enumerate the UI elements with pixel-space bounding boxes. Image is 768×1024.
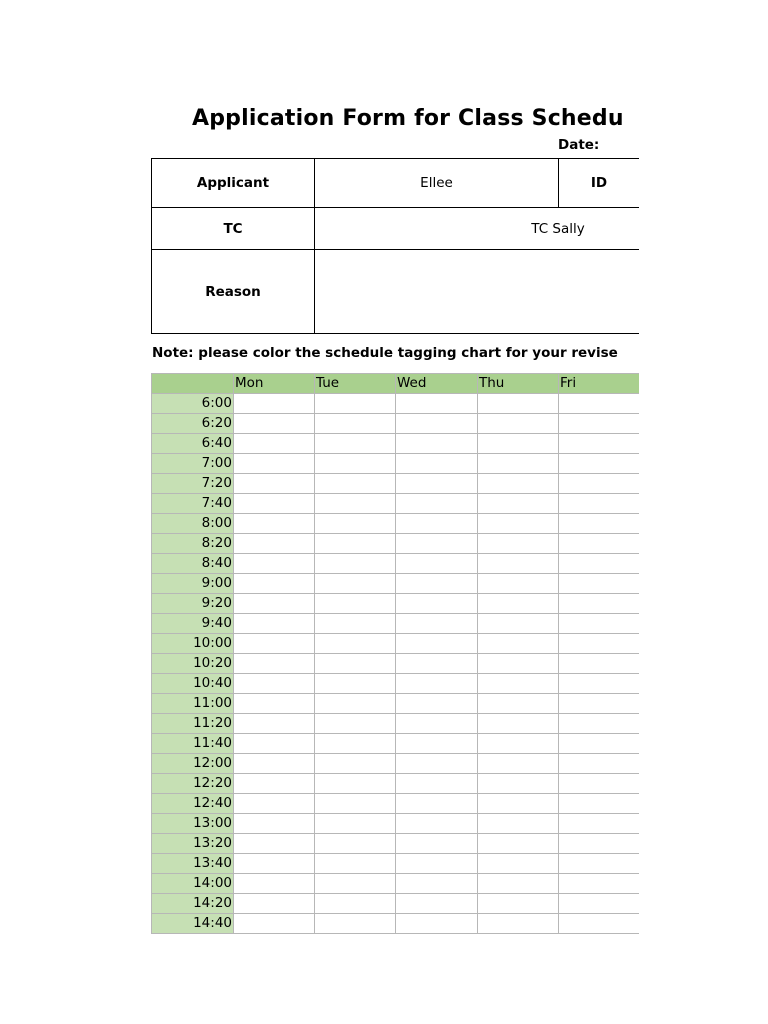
schedule-slot-tue[interactable]: [315, 434, 396, 454]
time-label: 13:40: [152, 854, 234, 874]
time-label: 14:40: [152, 914, 234, 934]
schedule-slot-tue[interactable]: [315, 874, 396, 894]
schedule-slot-wed[interactable]: [396, 734, 478, 754]
schedule-slot-mon[interactable]: [234, 474, 315, 494]
schedule-slot-mon[interactable]: [234, 674, 315, 694]
schedule-slot-tue[interactable]: [315, 714, 396, 734]
schedule-slot-wed[interactable]: [396, 714, 478, 734]
schedule-slot-wed[interactable]: [396, 494, 478, 514]
schedule-slot-mon[interactable]: [234, 534, 315, 554]
schedule-slot-thu[interactable]: [478, 814, 559, 834]
time-label: 10:20: [152, 654, 234, 674]
schedule-slot-fri[interactable]: [559, 614, 640, 634]
table-row: [152, 434, 640, 454]
reason-cell[interactable]: [315, 250, 639, 333]
day-header-thu: Thu: [478, 374, 559, 394]
applicant-label: Applicant: [196, 175, 270, 191]
schedule-slot-fri[interactable]: [559, 734, 640, 754]
schedule-slot-fri[interactable]: [559, 394, 640, 414]
schedule-slot-wed[interactable]: [396, 774, 478, 794]
schedule-slot-tue[interactable]: [315, 654, 396, 674]
schedule-slot-thu[interactable]: [478, 514, 559, 534]
schedule-slot-wed[interactable]: [396, 554, 478, 574]
schedule-slot-thu[interactable]: [478, 534, 559, 554]
schedule-slot-fri[interactable]: [559, 874, 640, 894]
schedule-slot-fri[interactable]: [559, 414, 640, 434]
schedule-slot-mon[interactable]: [234, 814, 315, 834]
schedule-slot-tue[interactable]: [315, 554, 396, 574]
schedule-slot-mon[interactable]: [234, 874, 315, 894]
schedule-slot-wed[interactable]: [396, 414, 478, 434]
schedule-slot-fri[interactable]: [559, 774, 640, 794]
time-label: 9:20: [152, 594, 234, 614]
time-label: 13:00: [152, 814, 234, 834]
schedule-slot-tue[interactable]: [315, 414, 396, 434]
schedule-slot-tue[interactable]: [315, 474, 396, 494]
schedule-slot-tue[interactable]: [315, 594, 396, 614]
schedule-slot-mon[interactable]: [234, 434, 315, 454]
schedule-slot-wed[interactable]: [396, 634, 478, 654]
table-row: [152, 794, 640, 814]
schedule-slot-fri[interactable]: [559, 434, 640, 454]
schedule-slot-wed[interactable]: [396, 894, 478, 914]
schedule-slot-fri[interactable]: [559, 834, 640, 854]
table-row: [152, 874, 640, 894]
schedule-slot-thu[interactable]: [478, 894, 559, 914]
schedule-slot-fri[interactable]: [559, 794, 640, 814]
time-label: 13:20: [152, 834, 234, 854]
schedule-slot-thu[interactable]: [478, 474, 559, 494]
schedule-slot-tue[interactable]: [315, 854, 396, 874]
schedule-slot-fri[interactable]: [559, 854, 640, 874]
schedule-slot-wed[interactable]: [396, 874, 478, 894]
id-label: ID: [590, 175, 608, 191]
schedule-slot-thu[interactable]: [478, 414, 559, 434]
schedule-slot-fri[interactable]: [559, 754, 640, 774]
schedule-slot-mon[interactable]: [234, 514, 315, 534]
schedule-slot-mon[interactable]: [234, 794, 315, 814]
schedule-slot-thu[interactable]: [478, 914, 559, 934]
schedule-tagging-chart: [151, 373, 639, 934]
table-row: [152, 594, 640, 614]
schedule-slot-mon[interactable]: [234, 614, 315, 634]
time-label: 12:20: [152, 774, 234, 794]
schedule-slot-tue[interactable]: [315, 614, 396, 634]
schedule-slot-wed[interactable]: [396, 394, 478, 414]
time-label: 9:40: [152, 614, 234, 634]
schedule-slot-tue[interactable]: [315, 834, 396, 854]
table-row: [152, 494, 640, 514]
table-row: [152, 474, 640, 494]
schedule-slot-fri[interactable]: [559, 634, 640, 654]
schedule-slot-fri[interactable]: [559, 514, 640, 534]
schedule-slot-wed[interactable]: [396, 854, 478, 874]
schedule-slot-fri[interactable]: [559, 694, 640, 714]
schedule-slot-mon[interactable]: [234, 774, 315, 794]
schedule-slot-fri[interactable]: [559, 654, 640, 674]
schedule-slot-fri[interactable]: [559, 574, 640, 594]
schedule-slot-mon[interactable]: [234, 554, 315, 574]
schedule-slot-mon[interactable]: [234, 834, 315, 854]
schedule-slot-tue[interactable]: [315, 894, 396, 914]
table-row: [152, 714, 640, 734]
tc-label: TC: [223, 220, 243, 237]
schedule-slot-tue[interactable]: [315, 694, 396, 714]
day-header-fri: Fri: [559, 374, 640, 394]
table-row: [152, 754, 640, 774]
schedule-slot-thu[interactable]: [478, 734, 559, 754]
schedule-slot-tue[interactable]: [315, 674, 396, 694]
schedule-slot-wed[interactable]: [396, 454, 478, 474]
schedule-slot-mon[interactable]: [234, 654, 315, 674]
time-label: 8:40: [152, 554, 234, 574]
instruction-note: Note: please color the schedule tagging chart for your revise: [152, 345, 618, 361]
schedule-slot-tue[interactable]: [315, 774, 396, 794]
schedule-slot-fri[interactable]: [559, 534, 640, 554]
table-row: [152, 894, 640, 914]
table-row: [152, 514, 640, 534]
time-label: 8:00: [152, 514, 234, 534]
schedule-slot-fri[interactable]: [559, 554, 640, 574]
reason-label: Reason: [205, 283, 261, 300]
time-label: 9:00: [152, 574, 234, 594]
time-label: 7:20: [152, 474, 234, 494]
schedule-slot-wed[interactable]: [396, 674, 478, 694]
time-label: 10:00: [152, 634, 234, 654]
schedule-slot-tue[interactable]: [315, 734, 396, 754]
table-row: [152, 914, 640, 934]
schedule-slot-fri[interactable]: [559, 454, 640, 474]
schedule-slot-tue[interactable]: [315, 574, 396, 594]
tc-name-cell[interactable]: TC Sally: [531, 220, 585, 237]
time-label: 7:00: [152, 454, 234, 474]
schedule-slot-thu[interactable]: [478, 754, 559, 774]
schedule-slot-wed[interactable]: [396, 754, 478, 774]
schedule-slot-thu[interactable]: [478, 774, 559, 794]
schedule-slot-mon[interactable]: [234, 574, 315, 594]
schedule-slot-mon[interactable]: [234, 494, 315, 514]
schedule-slot-wed[interactable]: [396, 654, 478, 674]
schedule-slot-wed[interactable]: [396, 614, 478, 634]
time-label: 11:40: [152, 734, 234, 754]
time-label: 12:00: [152, 754, 234, 774]
time-label: 11:20: [152, 714, 234, 734]
schedule-slot-wed[interactable]: [396, 914, 478, 934]
schedule-slot-mon[interactable]: [234, 394, 315, 414]
schedule-header-row: [152, 374, 640, 394]
time-label: 8:20: [152, 534, 234, 554]
applicant-info-table: [151, 158, 639, 334]
time-label: 14:00: [152, 874, 234, 894]
schedule-slot-thu[interactable]: [478, 574, 559, 594]
table-row: [152, 674, 640, 694]
schedule-slot-wed[interactable]: [396, 694, 478, 714]
table-row: [152, 414, 640, 434]
schedule-slot-thu[interactable]: [478, 594, 559, 614]
form-title: Application Form for Class Schedu: [192, 106, 624, 131]
schedule-slot-tue[interactable]: [315, 454, 396, 474]
schedule-slot-wed[interactable]: [396, 814, 478, 834]
schedule-slot-tue[interactable]: [315, 394, 396, 414]
table-row: [152, 394, 640, 414]
schedule-slot-mon[interactable]: [234, 714, 315, 734]
time-label: 14:20: [152, 894, 234, 914]
table-row: [152, 834, 640, 854]
day-header-tue: Tue: [315, 374, 396, 394]
time-label: 7:40: [152, 494, 234, 514]
table-row: [152, 574, 640, 594]
schedule-slot-wed[interactable]: [396, 534, 478, 554]
schedule-slot-thu[interactable]: [478, 494, 559, 514]
schedule-slot-fri[interactable]: [559, 814, 640, 834]
table-row: [152, 854, 640, 874]
schedule-slot-thu[interactable]: [478, 454, 559, 474]
table-row: [152, 654, 640, 674]
table-row: [152, 694, 640, 714]
schedule-slot-wed[interactable]: [396, 514, 478, 534]
schedule-slot-mon[interactable]: [234, 694, 315, 714]
schedule-slot-mon[interactable]: [234, 894, 315, 914]
table-row: [152, 774, 640, 794]
schedule-slot-mon[interactable]: [234, 854, 315, 874]
time-label: 6:40: [152, 434, 234, 454]
schedule-slot-fri[interactable]: [559, 474, 640, 494]
schedule-slot-tue[interactable]: [315, 914, 396, 934]
schedule-slot-thu[interactable]: [478, 874, 559, 894]
schedule-slot-wed[interactable]: [396, 594, 478, 614]
schedule-slot-thu[interactable]: [478, 434, 559, 454]
time-label: 10:40: [152, 674, 234, 694]
table-row: [152, 814, 640, 834]
schedule-slot-fri[interactable]: [559, 894, 640, 914]
corner-cell: [152, 374, 234, 394]
schedule-slot-thu[interactable]: [478, 394, 559, 414]
schedule-slot-thu[interactable]: [478, 694, 559, 714]
schedule-slot-thu[interactable]: [478, 634, 559, 654]
date-label: Date:: [558, 137, 600, 153]
time-label: 6:00: [152, 394, 234, 414]
schedule-slot-wed[interactable]: [396, 834, 478, 854]
schedule-slot-thu[interactable]: [478, 794, 559, 814]
table-row: [152, 554, 640, 574]
schedule-slot-fri[interactable]: [559, 594, 640, 614]
day-header-wed: Wed: [396, 374, 478, 394]
table-row: [152, 534, 640, 554]
schedule-slot-wed[interactable]: [396, 434, 478, 454]
time-label: 11:00: [152, 694, 234, 714]
day-header-mon: Mon: [234, 374, 315, 394]
schedule-slot-thu[interactable]: [478, 614, 559, 634]
schedule-slot-wed[interactable]: [396, 474, 478, 494]
schedule-slot-tue[interactable]: [315, 494, 396, 514]
table-row: [152, 634, 640, 654]
schedule-slot-mon[interactable]: [234, 634, 315, 654]
table-row: [152, 454, 640, 474]
applicant-name-cell[interactable]: Ellee: [420, 175, 453, 191]
schedule-slot-mon[interactable]: [234, 914, 315, 934]
schedule-slot-fri[interactable]: [559, 674, 640, 694]
schedule-slot-thu[interactable]: [478, 674, 559, 694]
schedule-slot-thu[interactable]: [478, 654, 559, 674]
schedule-slot-thu[interactable]: [478, 854, 559, 874]
table-row: [152, 734, 640, 754]
schedule-slot-mon[interactable]: [234, 414, 315, 434]
schedule-slot-thu[interactable]: [478, 714, 559, 734]
table-row: [152, 614, 640, 634]
schedule-slot-mon[interactable]: [234, 754, 315, 774]
schedule-slot-fri[interactable]: [559, 494, 640, 514]
schedule-slot-tue[interactable]: [315, 754, 396, 774]
time-label: 12:40: [152, 794, 234, 814]
schedule-slot-tue[interactable]: [315, 814, 396, 834]
schedule-slot-tue[interactable]: [315, 794, 396, 814]
schedule-slot-fri[interactable]: [559, 914, 640, 934]
time-label: 6:20: [152, 414, 234, 434]
schedule-slot-mon[interactable]: [234, 734, 315, 754]
schedule-slot-mon[interactable]: [234, 594, 315, 614]
schedule-slot-thu[interactable]: [478, 834, 559, 854]
schedule-slot-thu[interactable]: [478, 554, 559, 574]
spreadsheet-page: [151, 100, 639, 940]
schedule-slot-tue[interactable]: [315, 514, 396, 534]
schedule-slot-wed[interactable]: [396, 794, 478, 814]
schedule-slot-mon[interactable]: [234, 454, 315, 474]
schedule-slot-fri[interactable]: [559, 714, 640, 734]
schedule-slot-tue[interactable]: [315, 534, 396, 554]
schedule-slot-wed[interactable]: [396, 574, 478, 594]
schedule-slot-tue[interactable]: [315, 634, 396, 654]
